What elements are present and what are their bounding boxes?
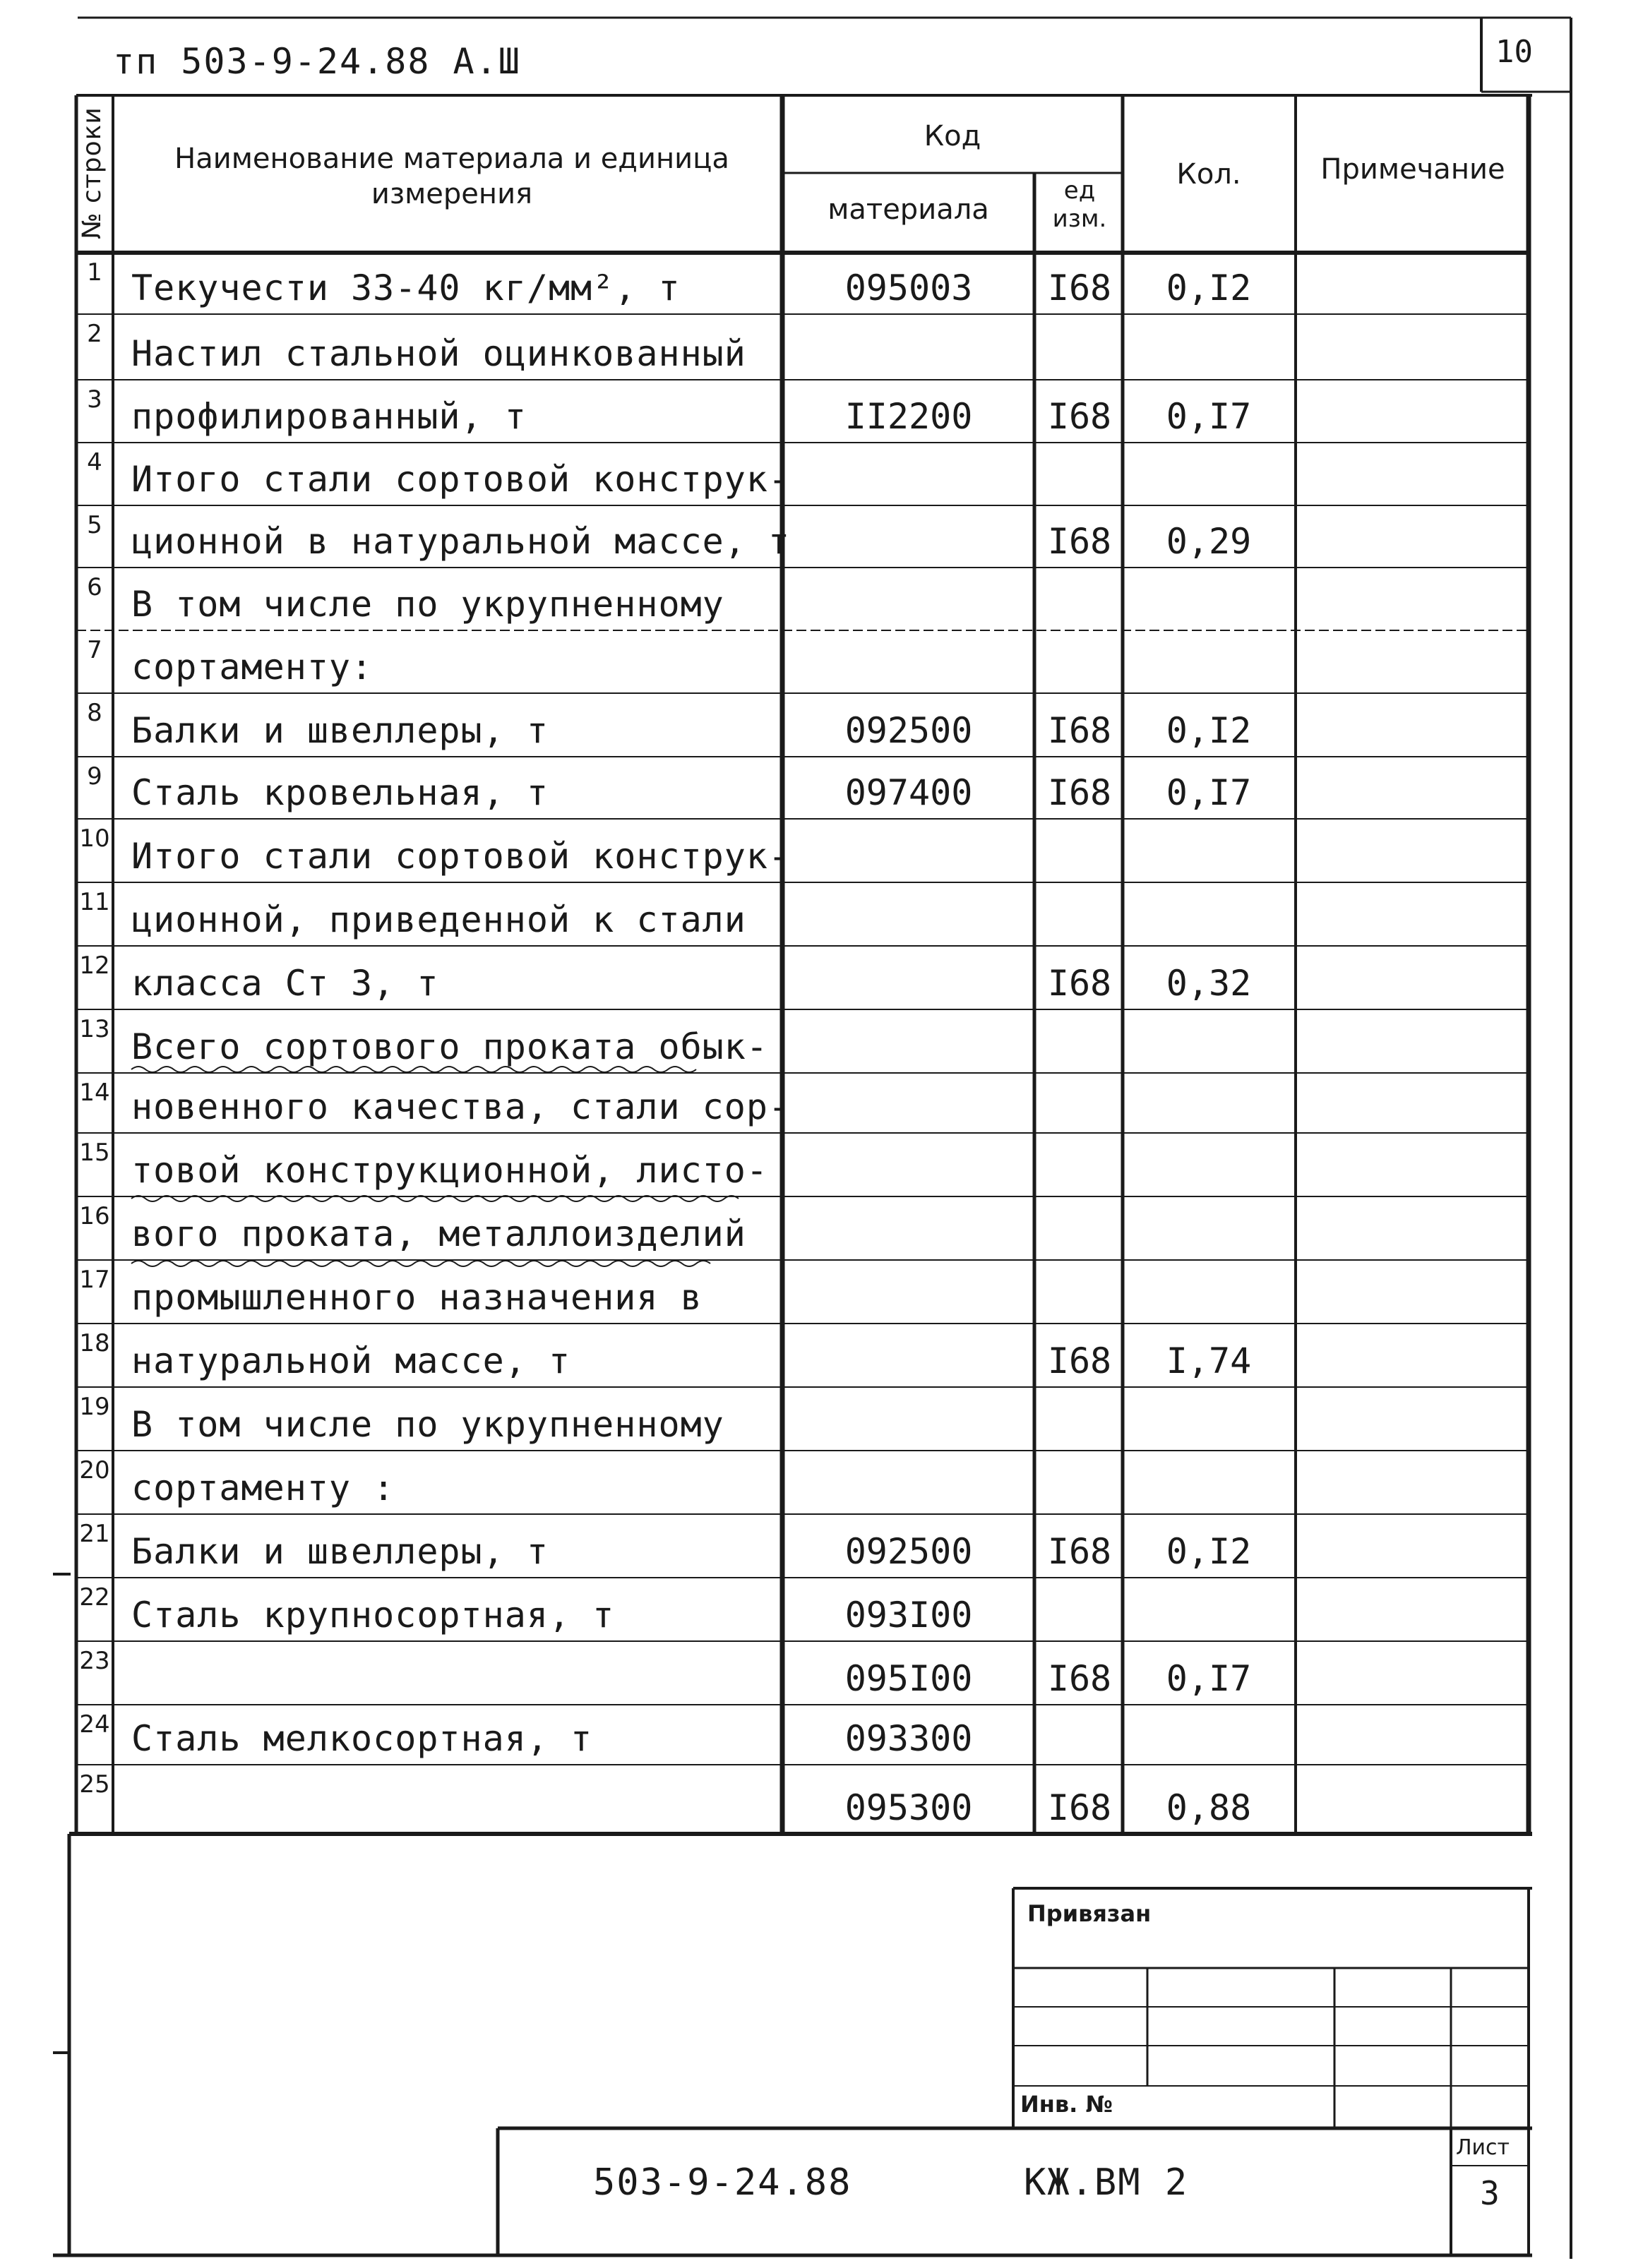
material-name: ционной в натуральной массе, т [131, 521, 791, 562]
quantity: 0,I7 [1166, 772, 1252, 813]
row-number: 11 [79, 888, 110, 916]
material-code: 095003 [844, 268, 973, 308]
row-number: 13 [79, 1015, 110, 1043]
unit-code: I68 [1047, 710, 1112, 751]
stamp-sheet-number: 3 [1480, 2174, 1500, 2212]
material-name: товой конструкционной, листо- [131, 1150, 768, 1191]
row-number: 24 [79, 1710, 110, 1739]
row-number: 22 [79, 1583, 110, 1612]
quantity: 0,I7 [1166, 396, 1252, 437]
material-code: II2200 [844, 396, 973, 437]
row-number: 17 [79, 1266, 110, 1294]
col-header-material-code: материала [828, 193, 989, 226]
unit-code: I68 [1047, 1658, 1112, 1699]
material-name: Итого стали сортовой конструк- [131, 836, 791, 877]
material-name: новенного качества, стали сор- [131, 1086, 791, 1127]
row-number: 19 [79, 1393, 110, 1421]
material-name: Сталь мелкосортная, т [131, 1718, 593, 1759]
col-header-qty: Кол. [1176, 158, 1241, 191]
stamp-document-code: 503-9-24.88 [593, 2161, 852, 2204]
material-name: Балки и швеллеры, т [131, 1531, 549, 1572]
row-number: 6 [87, 573, 102, 601]
unit-code: I68 [1047, 772, 1112, 813]
quantity: 0,I7 [1166, 1658, 1252, 1699]
row-number: 8 [87, 699, 102, 727]
material-name: класса Ст 3, т [131, 963, 439, 1004]
material-code: 093I00 [844, 1595, 973, 1636]
material-name: Балки и швеллеры, т [131, 710, 549, 751]
row-number: 5 [87, 511, 102, 539]
quantity: 0,I2 [1166, 1531, 1252, 1572]
row-number: 10 [79, 824, 110, 853]
row-number: 9 [87, 762, 102, 791]
row-number: 23 [79, 1647, 110, 1675]
col-header-code: Код [924, 120, 981, 152]
unit-code: I68 [1047, 963, 1112, 1004]
material-name: сортаменту: [131, 647, 374, 688]
material-code: 092500 [844, 1531, 973, 1572]
document-header-code: тп 503-9-24.88 А.Ш [113, 41, 521, 82]
material-name: ционной, приведенной к стали [131, 899, 746, 940]
material-name: промышленного назначения в [131, 1277, 703, 1318]
row-number: 4 [87, 448, 102, 476]
quantity: 0,32 [1166, 963, 1252, 1004]
stamp-inv-no: Инв. № [1020, 2091, 1113, 2118]
material-name: Настил стальной оцинкованный [131, 333, 746, 374]
row-number: 12 [79, 952, 110, 980]
quantity: I,74 [1166, 1340, 1252, 1381]
stamp-sheet-label: Лист [1456, 2135, 1510, 2160]
col-header-unit-code: ед изм. [1052, 176, 1107, 233]
unit-code: I68 [1047, 268, 1112, 308]
material-name: Итого стали сортовой конструк- [131, 459, 791, 500]
row-number: 20 [79, 1456, 110, 1484]
row-number: 2 [87, 320, 102, 348]
material-name: Сталь крупносортная, т [131, 1595, 615, 1636]
row-number: 15 [79, 1139, 110, 1167]
row-number: 16 [79, 1202, 110, 1230]
stamp-privyazan: Привязан [1027, 1900, 1152, 1927]
unit-code: I68 [1047, 1340, 1112, 1381]
material-name: сортаменту : [131, 1468, 395, 1508]
material-code: 095I00 [844, 1658, 973, 1699]
material-name: В том числе по укрупненному [131, 584, 724, 625]
row-number: 18 [79, 1329, 110, 1357]
quantity: 0,I2 [1166, 268, 1252, 308]
material-name: вого проката, металлоизделий [131, 1213, 746, 1254]
unit-code: I68 [1047, 1531, 1112, 1572]
material-code: 095300 [844, 1787, 973, 1828]
row-number: 25 [79, 1770, 110, 1799]
unit-code: I68 [1047, 396, 1112, 437]
row-number: 3 [87, 385, 102, 414]
material-code: 093300 [844, 1718, 973, 1759]
material-name: Сталь кровельная, т [131, 772, 549, 813]
material-name: Всего сортового проката обык- [131, 1026, 768, 1067]
col-header-row-no: № строки [78, 107, 107, 239]
material-name: профилированный, т [131, 396, 527, 437]
col-header-note: Примечание [1320, 153, 1505, 186]
material-name: В том числе по укрупненному [131, 1404, 724, 1445]
material-name: Текучести 33-40 кг/мм², т [131, 268, 681, 308]
material-name: натуральной массе, т [131, 1340, 571, 1381]
top-sheet-number: 10 [1495, 34, 1533, 70]
stamp-document-mark: КЖ.ВМ 2 [1024, 2161, 1189, 2204]
row-number: 7 [87, 636, 102, 664]
row-number: 1 [87, 258, 102, 287]
material-code: 092500 [844, 710, 973, 751]
quantity: 0,88 [1166, 1787, 1252, 1828]
col-header-name: Наименование материала и единица измерения [174, 143, 729, 210]
unit-code: I68 [1047, 521, 1112, 562]
unit-code: I68 [1047, 1787, 1112, 1828]
row-number: 21 [79, 1520, 110, 1548]
row-number: 14 [79, 1079, 110, 1107]
quantity: 0,29 [1166, 521, 1252, 562]
material-code: 097400 [844, 772, 973, 813]
quantity: 0,I2 [1166, 710, 1252, 751]
